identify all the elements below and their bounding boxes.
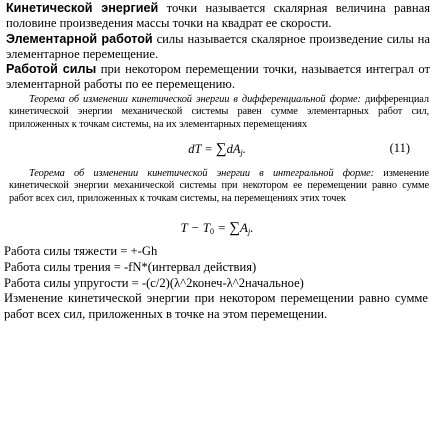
theorem-differential bbox=[0, 94, 434, 132]
formula-integral: $T - T_0 = \sum A_j$. bbox=[180, 220, 254, 237]
definition-text: при некотором перемещении точки, называется интеграл от элементарной работы по ее перемещению. bbox=[6, 62, 431, 92]
theorem-title: Теорема об изменении кинетической энергии в дифференциальной форме: bbox=[29, 93, 361, 105]
work-friction: Работа силы трения = -fN*(интервал действия) bbox=[4, 259, 257, 274]
definition-text: силы называется скалярное произведение силы на элементарное перемещение. bbox=[6, 31, 430, 61]
theorem-integral bbox=[0, 168, 434, 206]
conclusion-paragraph: Изменение кинетической энергии при некотором перемещении равно сумме работ всех сил, приложенных в точке на этом перемещении. bbox=[4, 291, 428, 321]
definition-term: Работой силы bbox=[6, 62, 97, 77]
definition-kinetic-energy bbox=[0, 1, 434, 32]
definition-term: Кинетической энергией bbox=[6, 1, 159, 15]
definition-term: Элементарной работой bbox=[6, 31, 153, 46]
definition-text: точки называется скалярная величина равная половине произведения массы точки на квадрат ее скорости. bbox=[6, 1, 431, 31]
theorem-title: Теорема об изменении кинетической энергии в интегральной форме: bbox=[29, 167, 374, 179]
formula-differential-row bbox=[0, 138, 434, 160]
work-elasticity: Работа силы упругости = -(c/2)(λ^2конеч-λ^2начальное) bbox=[4, 275, 304, 290]
definition-work bbox=[0, 62, 434, 93]
theorem-text: изменение кинетической энергии механической системы при некотором ее перемещении равно сумме работ всех сил, приложенных к точкам системы, на перемещениях этих точек bbox=[9, 167, 429, 204]
equation-number: (11) bbox=[389, 140, 410, 155]
work-gravity: Работа силы тяжести = +-Gh bbox=[4, 244, 158, 259]
formula-differential: dT = $\sum dA_j$. bbox=[188, 140, 246, 157]
definition-elementary-work bbox=[0, 32, 434, 63]
theorem-text: дифференциал кинетической энергии механической системы равен сумме элементарных работ сил, приложенных к точкам системы, на их элементарных перемещениях bbox=[9, 93, 429, 130]
